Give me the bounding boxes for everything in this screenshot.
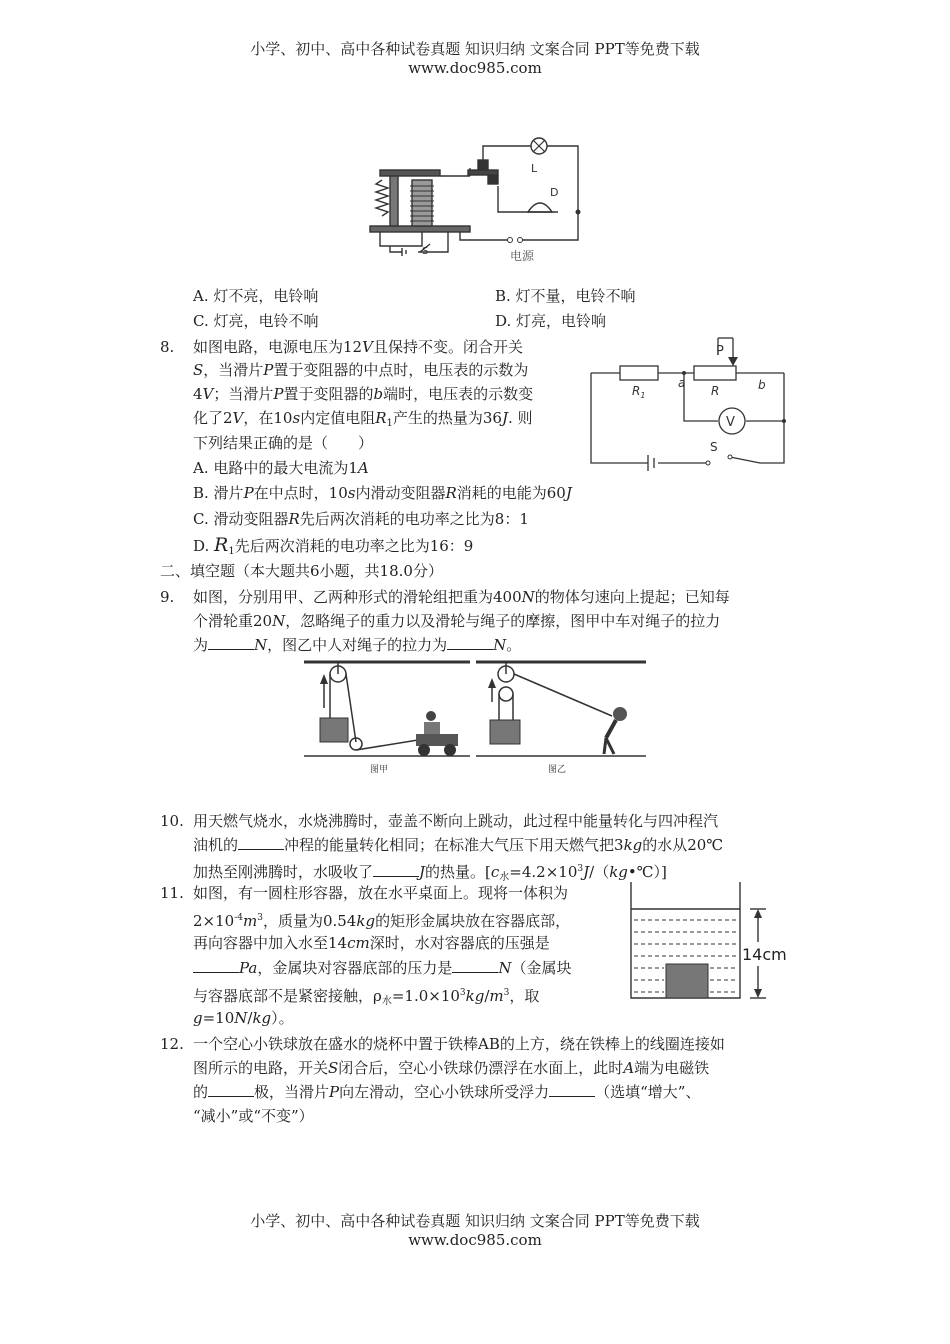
- switch-label: S: [710, 440, 718, 454]
- q9-blank-1[interactable]: [208, 635, 254, 650]
- header-line1: 小学、初中、高中各种试卷真题 知识归纳 文案合同 PPT等免费下载: [250, 40, 700, 58]
- q9-blank-2[interactable]: [447, 635, 493, 650]
- r1-label: $R_1$: [632, 384, 646, 400]
- q10-line3: 加热至刚沸腾时，水吸收了 J的热量。$[c_水=4.2\times 10^3J/(kg•℃)]$: [193, 863, 667, 883]
- q9-line3: 为 N，图乙中人对绳子的拉力为 N。: [193, 636, 522, 654]
- q12-number: 12.: [160, 1035, 184, 1053]
- q8-line3: 4V；当滑片P置于变阻器的b端时，电压表的示数变: [193, 385, 534, 403]
- q11-line6: g=10N/kg）。: [193, 1009, 294, 1027]
- q12-blank-2[interactable]: [549, 1082, 595, 1097]
- section-title: 二、填空题（本大题共6小题，共18.0分）: [160, 562, 443, 580]
- q11-line2: $2\times 10^{-4}m^3$，质量为0.54kg的矩形金属块放在容器底部，: [193, 912, 571, 930]
- q8-circuit-figure: [588, 335, 788, 467]
- car-icon: [416, 711, 458, 756]
- lamp-label: L: [531, 162, 538, 175]
- switch-label: S: [422, 246, 429, 257]
- q7-option-c: C. 灯亮，电铃不响: [193, 312, 319, 330]
- page-header: [0, 40, 950, 78]
- q8-option-b: B. 滑片P在中点时，10s内滑动变阻器R消耗的电能为60J: [193, 484, 572, 502]
- q11-line3: 再向容器中加入水至14cm深时，水对容器底的压强是: [193, 934, 550, 952]
- q8-line1: 如图电路，电源电压为12V且保持不变。闭合开关: [193, 338, 523, 356]
- terminal-b-label: b: [758, 378, 766, 392]
- q11-line1: 如图，有一圆柱形容器，放在水平桌面上。现将一体积为: [193, 884, 569, 902]
- q10-line1: 用天燃气烧水，水烧沸腾时，壶盖不断向上跳动，此过程中能量转化与四冲程汽: [193, 812, 719, 830]
- q8-line4: 化了2V，在10s内定值电阻$R_1$产生的热量为36J. 则: [193, 409, 533, 429]
- q12-line2: 图所示的电路，开关S闭合后，空心小铁球仍漂浮在水面上，此时A端为电磁铁: [193, 1059, 710, 1077]
- q8-line5: 下列结果正确的是（ ）: [193, 434, 374, 452]
- q12-line3: 的 极，当滑片P向左滑动，空心小铁球所受浮力 （选填“增大”、: [193, 1083, 701, 1101]
- q10-blank-1[interactable]: [238, 835, 284, 850]
- q10-number: 10.: [160, 812, 184, 830]
- q10-line2: 油机的 冲程的能量转化相同；在标准大气压下用天燃气把3kg的水从20℃: [193, 836, 724, 854]
- slider-label: P: [716, 344, 724, 359]
- rheostat-label: R: [711, 384, 720, 398]
- q7-option-b: B. 灯不量，电铃不响: [495, 287, 636, 305]
- caption-jia: 图甲: [370, 765, 389, 775]
- q7-option-a: A. 灯不亮，电铃响: [193, 287, 319, 305]
- q12-line4: “减小”或“不变”）: [193, 1107, 314, 1125]
- q8-option-a: A. 电路中的最大电流为1A: [193, 459, 369, 477]
- q11-line5: 与容器底部不是紧密接触，$\rho_水=1.0\times 10^3kg/m^3$，取: [193, 987, 540, 1007]
- bell-icon: [522, 203, 558, 212]
- q12-line1: 一个空心小铁球放在盛水的烧杯中置于铁棒AB的上方，绕在铁棒上的线圈连接如: [193, 1035, 725, 1053]
- q11-blank-1[interactable]: [193, 958, 239, 973]
- terminal-a-label: a: [678, 376, 686, 390]
- q11-number: 11.: [160, 884, 184, 902]
- voltmeter-label: V: [726, 415, 735, 430]
- lamp-icon: [531, 138, 547, 154]
- q8-option-d: D. $R_1$先后两次消耗的电功率之比为16：9: [193, 534, 474, 557]
- q7-option-d: D. 灯亮，电铃响: [495, 312, 607, 330]
- q10-blank-2[interactable]: [373, 862, 419, 877]
- bell-label: D: [550, 186, 559, 199]
- page-footer: [0, 1212, 950, 1250]
- q12-blank-1[interactable]: [208, 1082, 254, 1097]
- relay-circuit-figure: [360, 128, 590, 268]
- q8-option-c: C. 滑动变阻器R先后两次消耗的电功率之比为8：1: [193, 510, 529, 528]
- q11-blank-2[interactable]: [452, 958, 498, 973]
- footer-url: www.doc985.com: [408, 1231, 542, 1249]
- footer-line1: 小学、初中、高中各种试卷真题 知识归纳 文案合同 PPT等免费下载: [250, 1212, 700, 1230]
- q11-line4: Pa，金属块对容器底部的压力是 N（金属块: [193, 957, 572, 979]
- pulley-figure: [300, 656, 650, 776]
- q9-number: 9.: [160, 588, 175, 606]
- power-source-label: 电源: [510, 249, 535, 263]
- caption-yi: 图乙: [548, 765, 567, 775]
- container-figure: [628, 880, 798, 1002]
- depth-label: 14cm: [742, 945, 787, 964]
- q8-number: 8.: [160, 338, 175, 356]
- header-url: www.doc985.com: [408, 59, 542, 77]
- q8-line2: S，当滑片P置于变阻器的中点时，电压表的示数为: [193, 361, 529, 379]
- q9-line1: 如图，分别用甲、乙两种形式的滑轮组把重为400N的物体匀速向上提起；已知每: [193, 588, 730, 606]
- q9-line2: 个滑轮重20N，忽略绳子的重力以及滑轮与绳子的摩擦，图甲中车对绳子的拉力: [193, 612, 721, 630]
